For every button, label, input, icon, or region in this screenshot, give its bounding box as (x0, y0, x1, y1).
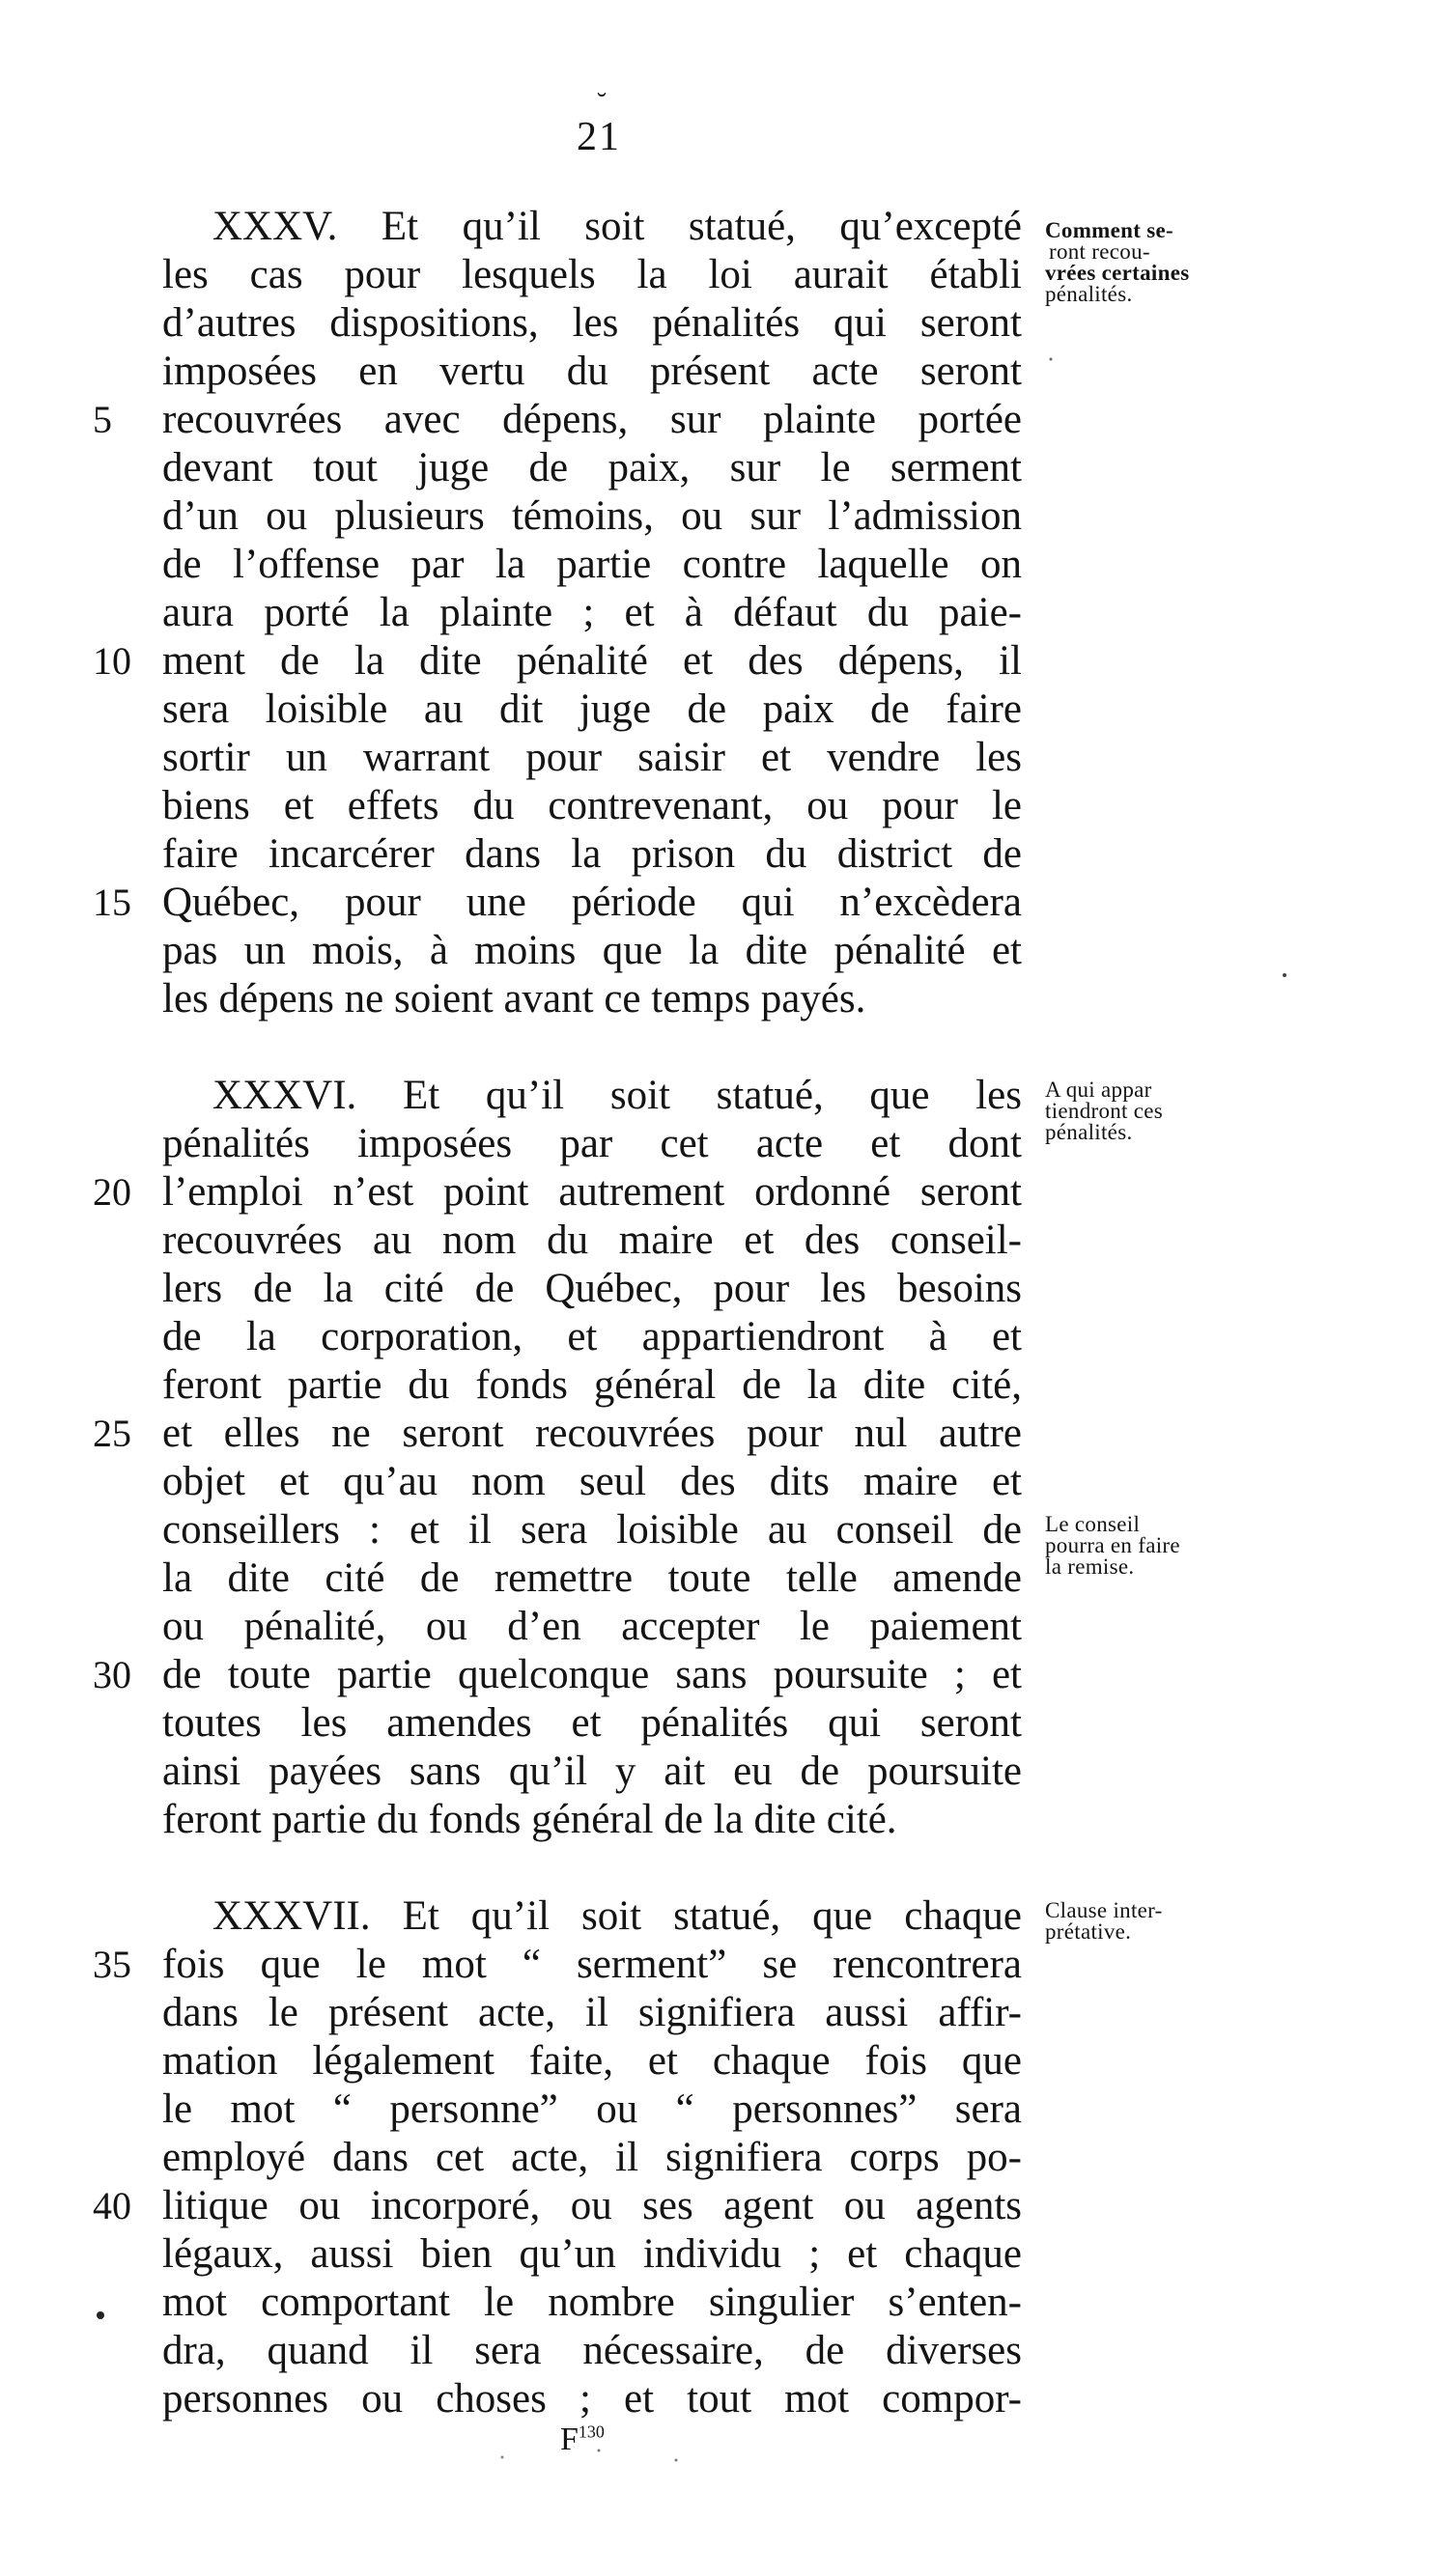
text-line: XXXVI. Et qu’il soit statué, que les (212, 1073, 1022, 1118)
text-line: recouvrées au nom du maire et des conseil- (162, 1218, 1022, 1263)
text-line: employé dans cet acte, il signifiera corps po- (162, 2135, 1022, 2180)
printer-mark: ˘ (597, 87, 607, 119)
text-line: toutes les amendes et pénalités qui seront (162, 1700, 1022, 1746)
signature-mark: $F^{130}$ (560, 2422, 605, 2457)
text-line: biens et effets du contrevenant, ou pour le (162, 783, 1022, 828)
page-number: 21 (577, 115, 621, 159)
ink-speck (1283, 973, 1286, 977)
text-line: de l’offense par la partie contre laquelle on (162, 542, 1022, 587)
text-line: et elles ne seront recouvrées pour nul autre (162, 1411, 1022, 1456)
text-line: mot comportant le nombre singulier s’enten- (162, 2280, 1022, 2325)
text-line: d’un ou plusieurs témoins, ou sur l’admission (162, 493, 1022, 539)
text-line: aura porté la plainte ; et à défaut du paie- (162, 590, 1022, 635)
text-line: ainsi payées sans qu’il y ait eu de poursuite (162, 1749, 1022, 1794)
text-line: pas un mois, à moins que la dite pénalité et (162, 928, 1022, 973)
text-line: dra, quand il sera nécessaire, de diverses (162, 2328, 1022, 2373)
text-line: feront partie du fonds général de la dite cité, (162, 1362, 1022, 1408)
text-line: de toute partie quelconque sans poursuite ; et (162, 1652, 1022, 1697)
text-line: pénalités imposées par cet acte et dont (162, 1121, 1022, 1166)
line-number: 25 (93, 1412, 131, 1455)
text-line: sera loisible au dit juge de paix de faire (162, 686, 1022, 732)
text-line: conseillers : et il sera loisible au conseil de (162, 1507, 1022, 1553)
line-number: 40 (93, 2184, 131, 2227)
text-line: devant tout juge de paix, sur le serment (162, 445, 1022, 490)
margin-note-appartenance: A qui appar tiendront ces pénalités. (1045, 1078, 1164, 1144)
text-line: imposées en vertu du présent acte seront (162, 349, 1022, 394)
text-line: la dite cité de remettre toute telle amende (162, 1555, 1022, 1601)
text-line: XXXVII. Et qu’il soit statué, que chaque (212, 1893, 1022, 1939)
text-line: l’emploi n’est point autrement ordonné seront (162, 1169, 1022, 1215)
text-line: le mot “ personne” ou “ personnes” sera (162, 2086, 1022, 2132)
text-line: litique ou incorporé, ou ses agent ou agents (162, 2183, 1022, 2228)
line-number: 30 (93, 1653, 131, 1696)
ink-speck (501, 2456, 504, 2459)
text-line: mation légalement faite, et chaque fois que (162, 2038, 1022, 2084)
margin-note-remise: Le conseil pourra en faire la remise. (1045, 1512, 1180, 1579)
text-line: XXXV. Et qu’il soit statué, qu’excepté (212, 204, 1022, 249)
ink-speck (598, 2450, 601, 2452)
margin-note-clause: Clause inter- prétative. (1045, 1898, 1163, 1944)
text-line: de la corporation, et appartiendront à et (162, 1314, 1022, 1359)
margin-note-recouvrement: Comment se- ront recou- vrées certaines pénalités. (1045, 218, 1190, 306)
text-line: ment de la dite pénalité et des dépens, il (162, 638, 1022, 684)
line-number: 10 (93, 639, 131, 683)
text-line: lers de la cité de Québec, pour les besoins (162, 1266, 1022, 1311)
text-line: Québec, pour une période qui n’excèdera (162, 880, 1022, 925)
ink-speck (1050, 358, 1053, 361)
text-line: sortir un warrant pour saisir et vendre les (162, 735, 1022, 780)
text-line: légaux, aussi bien qu’un individu ; et chaque (162, 2231, 1022, 2277)
text-line: ou pénalité, ou d’en accepter le paiement (162, 1604, 1022, 1649)
line-number: 35 (93, 1943, 131, 1986)
text-line: fois que le mot “ serment” se rencontrera (162, 1942, 1022, 1987)
ink-speck (675, 2459, 678, 2462)
text-line: d’autres dispositions, les pénalités qui seront (162, 300, 1022, 346)
ink-speck (97, 2311, 104, 2319)
text-line: recouvrées avec dépens, sur plainte portée (162, 397, 1022, 442)
text-line: dans le présent acte, il signifiera aussi affir- (162, 1990, 1022, 2035)
line-number: 20 (93, 1170, 131, 1214)
line-number: 5 (93, 398, 112, 441)
text-line: les cas pour lesquels la loi aurait établi (162, 252, 1022, 297)
text-line: objet et qu’au nom seul des dits maire et (162, 1459, 1022, 1504)
line-number: 15 (93, 881, 131, 924)
text-line: feront partie du fonds général de la dite cité. (162, 1797, 897, 1842)
text-line: les dépens ne soient avant ce temps payés. (162, 976, 866, 1022)
text-line: personnes ou choses ; et tout mot compor- (162, 2376, 1022, 2422)
text-line: faire incarcérer dans la prison du district de (162, 831, 1022, 877)
